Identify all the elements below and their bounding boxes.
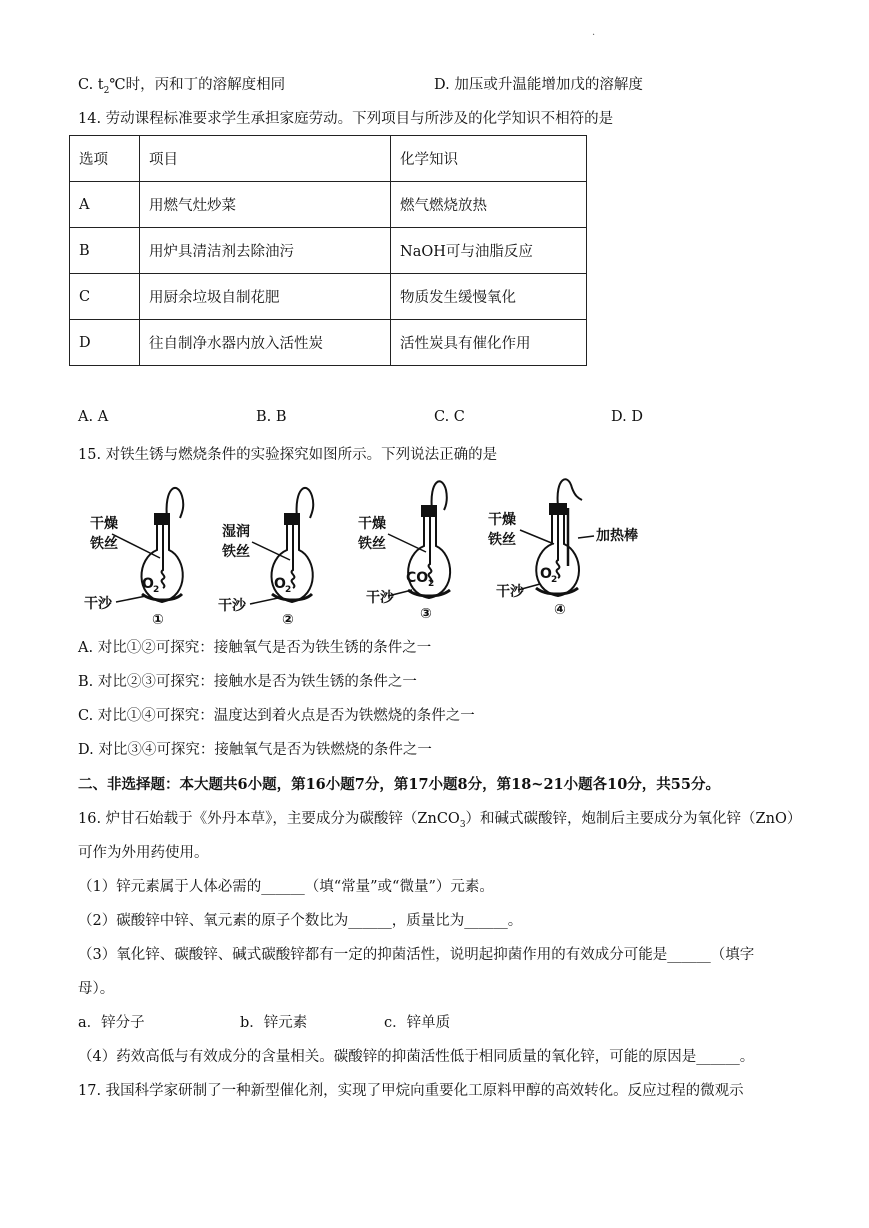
flask-3-gas: CO — [406, 570, 429, 586]
q13-option-c-prefix: C. t — [78, 77, 104, 93]
q14-option-c: C. C — [434, 409, 465, 425]
table-cell: 物质发生缓慢氧化 — [391, 274, 587, 320]
q16-stem-line2: 可作为外用药使用。 — [78, 845, 209, 861]
q16-choice-b: b．锌元素 — [240, 1015, 308, 1031]
flask-3-sand: 干沙 — [366, 590, 394, 606]
table-header-cell: 化学知识 — [391, 136, 587, 182]
table-cell: 往自制净水器内放入活性炭 — [140, 320, 391, 366]
q16-stem-part1: 16. 炉甘石始载于《外丹本草》，主要成分为碳酸锌（ZnCO — [78, 811, 460, 827]
flask-4-heating-rod-label: 加热棒 — [596, 528, 638, 544]
section-2-heading: 二、非选择题：本大题共6小题，第16小题7分，第17小题8分，第18~21小题各10分，共55分。 — [78, 776, 720, 793]
q16-part-3-line1: （3）氧化锌、碳酸锌、碱式碳酸锌都有一定的抑菌活性，说明起抑菌作用的有效成分可能是______（填字 — [78, 947, 755, 963]
table-header-cell: 项目 — [140, 136, 391, 182]
flask-4-gas-sub: 2 — [551, 575, 558, 585]
flask-4 — [487, 479, 638, 618]
flask-1-label-top: 干燥 — [90, 516, 118, 532]
flask-3-number: ③ — [420, 606, 432, 622]
q14-option-d: D. D — [611, 409, 643, 425]
flask-2-label-bottom: 铁丝 — [222, 544, 250, 560]
page-mark: · — [592, 30, 596, 41]
table-cell: 活性炭具有催化作用 — [391, 320, 587, 366]
q16-part-1: （1）锌元素属于人体必需的______（填“常量”或“微量”）元素。 — [78, 879, 494, 895]
flask-1-label-bottom: 铁丝 — [90, 536, 118, 552]
flask-3-gas-sub: 2 — [428, 579, 435, 589]
flask-4-sand: 干沙 — [496, 584, 524, 600]
table-cell: 用厨余垃圾自制花肥 — [140, 274, 391, 320]
flask-3-label-bottom: 铁丝 — [358, 536, 386, 552]
q15-stem: 15. 对铁生锈与燃烧条件的实验探究如图所示。下列说法正确的是 — [78, 447, 498, 463]
q15-flask-figure — [82, 478, 652, 628]
q15-option-d: D. 对比③④可探究：接触氧气是否为铁燃烧的条件之一 — [78, 742, 432, 758]
flask-2-gas-sub: 2 — [285, 585, 292, 595]
flask-4-label-bottom: 铁丝 — [488, 532, 516, 548]
table-row — [70, 182, 587, 228]
flask-3 — [357, 481, 450, 622]
flask-2-gas: O — [274, 576, 286, 592]
flask-2 — [218, 488, 313, 628]
table-cell: C — [70, 274, 140, 320]
table-cell: 用燃气灶炒菜 — [140, 182, 391, 228]
table-cell: 用炉具清洁剂去除油污 — [140, 228, 391, 274]
q17-stem: 17. 我国科学家研制了一种新型催化剂，实现了甲烷向重要化工原料甲醇的高效转化。反应过程的微观示 — [78, 1083, 744, 1099]
flask-4-gas: O — [540, 566, 552, 582]
q14-table — [69, 135, 587, 366]
table-cell: NaOH可与油脂反应 — [391, 228, 587, 274]
flask-1 — [84, 488, 183, 628]
q14-stem: 14. 劳动课程标准要求学生承担家庭劳动。下列项目与所涉及的化学知识不相符的是 — [78, 111, 614, 127]
table-row — [70, 320, 587, 366]
q16-choice-a: a．锌分子 — [78, 1015, 145, 1031]
table-cell: 燃气燃烧放热 — [391, 182, 587, 228]
q14-option-b: B. B — [256, 409, 287, 425]
table-header-cell: 选项 — [70, 136, 140, 182]
table-header-row — [70, 136, 587, 182]
flask-2-label-top: 湿润 — [222, 524, 250, 540]
flask-1-gas: O — [142, 576, 154, 592]
table-cell: D — [70, 320, 140, 366]
q13-option-d: D. 加压或升温能增加戊的溶解度 — [434, 77, 643, 93]
q16-part-4: （4）药效高低与有效成分的含量相关。碳酸锌的抑菌活性低于相同质量的氧化锌，可能的原因是______。 — [78, 1049, 755, 1065]
flask-1-number: ① — [152, 612, 164, 628]
table-row — [70, 274, 587, 320]
q15-option-b: B. 对比②③可探究：接触水是否为铁生锈的条件之一 — [78, 674, 417, 690]
flask-2-number: ② — [282, 612, 294, 628]
q16-part-2: （2）碳酸锌中锌、氧元素的原子个数比为______，质量比为______。 — [78, 913, 523, 929]
flask-4-label-top: 干燥 — [488, 512, 516, 528]
flask-1-gas-sub: 2 — [153, 585, 160, 595]
q13-option-c-sub: 2 — [103, 85, 110, 96]
q16-stem-line1 — [78, 807, 801, 830]
table-row — [70, 228, 587, 274]
flask-1-sand: 干沙 — [84, 596, 112, 612]
q14-option-a: A. A — [78, 409, 109, 425]
q13-option-c — [78, 73, 285, 96]
flask-4-number: ④ — [554, 602, 566, 618]
q16-choice-c: c．锌单质 — [384, 1015, 451, 1031]
q16-stem-part2: ）和碱式碳酸锌，炮制后主要成分为氧化锌（ZnO） — [465, 811, 802, 827]
flask-2-sand: 干沙 — [218, 598, 246, 614]
q15-option-a: A. 对比①②可探究：接触氧气是否为铁生锈的条件之一 — [78, 640, 432, 656]
flask-3-label-top: 干燥 — [358, 516, 386, 532]
table-cell: A — [70, 182, 140, 228]
q15-option-c: C. 对比①④可探究：温度达到着火点是否为铁燃烧的条件之一 — [78, 708, 475, 724]
q13-option-c-text: ℃时，丙和丁的溶解度相同 — [109, 77, 286, 93]
q16-part-3-line2: 母）。 — [78, 981, 115, 997]
table-cell: B — [70, 228, 140, 274]
q16-stem-sub: 3 — [459, 819, 466, 830]
